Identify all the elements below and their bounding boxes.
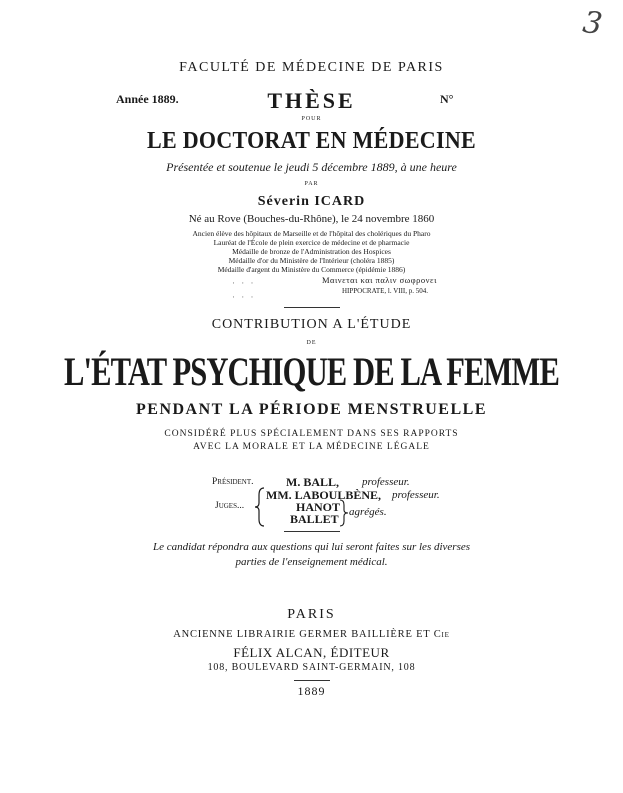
epigraph-source: HIPPOCRATE, l. VIII, p. 504.	[342, 287, 429, 295]
judge-name: MM. LABOULBÈNE,	[266, 488, 382, 502]
separator-rule	[294, 680, 330, 681]
agreges-brace-icon	[339, 499, 349, 527]
president-label: Président.	[212, 477, 254, 487]
author-credential: Ancien élève des hôpitaux de Marseille et de l'hôpital des cholériques du Pharo	[192, 229, 431, 238]
title-detail: CONSIDÉRÉ PLUS SPÉCIALEMENT DANS SES RAPPORTS	[164, 429, 459, 439]
publisher-house: ANCIENNE LIBRAIRIE GERMER BAILLIÈRE ET Cie	[173, 629, 450, 640]
judge-role: professeur.	[392, 489, 440, 501]
publication-year: 1889	[297, 684, 326, 698]
president-name: M. BALL,	[286, 475, 340, 489]
judges-label: Juges...	[215, 501, 245, 511]
author-name: Séverin ICARD	[257, 194, 366, 209]
pour-label: POUR	[301, 116, 322, 122]
publisher-city: PARIS	[287, 607, 336, 622]
epigraph: Μαινεται και παλιν σωφρονει	[322, 275, 437, 285]
publisher-address: 108, BOULEVARD SAINT-GERMAIN, 108	[207, 662, 416, 673]
main-title: L'ÉTAT PSYCHIQUE DE LA FEMME	[63, 350, 560, 395]
subtitle: PENDANT LA PÉRIODE MENSTRUELLE	[136, 401, 487, 418]
agreges-label: agrégés.	[349, 506, 387, 518]
judges-brace-icon	[254, 487, 266, 527]
publisher-editor: FÉLIX ALCAN, ÉDITEUR	[233, 645, 390, 660]
faint-ornament: · · ·	[232, 292, 256, 302]
separator-rule	[284, 307, 340, 308]
author-credential: Lauréat de l'École de plein exercice de médecine et de pharmacie	[213, 238, 410, 247]
president-role: professeur.	[362, 476, 410, 488]
judge-name: BALLET	[290, 512, 339, 526]
author-birth: Né au Rove (Bouches-du-Rhône), le 24 novembre 1860	[188, 213, 435, 225]
thesis-heading: THÈSE	[267, 88, 356, 113]
judge-name: HANOT	[296, 500, 341, 514]
exam-notice: Le candidat répondra aux questions qui lui seront faites sur les diverses	[152, 541, 471, 553]
title-intro: CONTRIBUTION A L'ÉTUDE	[211, 317, 412, 332]
faint-ornament: · · ·	[232, 278, 256, 288]
year-label: Année 1889.	[116, 92, 179, 106]
par-label: PAR	[304, 181, 319, 187]
degree-heading: LE DOCTORAT EN MÉDECINE	[146, 125, 476, 154]
title-de: DE	[306, 340, 317, 346]
presentation-line: Présentée et soutenue le jeudi 5 décembre 1889, à une heure	[166, 160, 457, 174]
exam-notice: parties de l'enseignement médical.	[235, 556, 388, 568]
faculty-heading: FACULTÉ DE MÉDECINE DE PARIS	[179, 60, 444, 75]
separator-rule	[284, 531, 340, 532]
handwritten-page-number: 3	[580, 4, 605, 43]
author-credential: Médaille de bronze de l'Administration des Hospices	[232, 247, 391, 256]
title-detail: AVEC LA MORALE ET LA MÉDECINE LÉGALE	[193, 442, 430, 452]
author-credential: Médaille d'argent du Ministère du Commerce (épidémie 1886)	[217, 265, 406, 274]
thesis-number-label: N°	[440, 92, 454, 106]
author-credential: Médaille d'or du Ministère de l'Intérieur (choléra 1885)	[228, 256, 395, 265]
